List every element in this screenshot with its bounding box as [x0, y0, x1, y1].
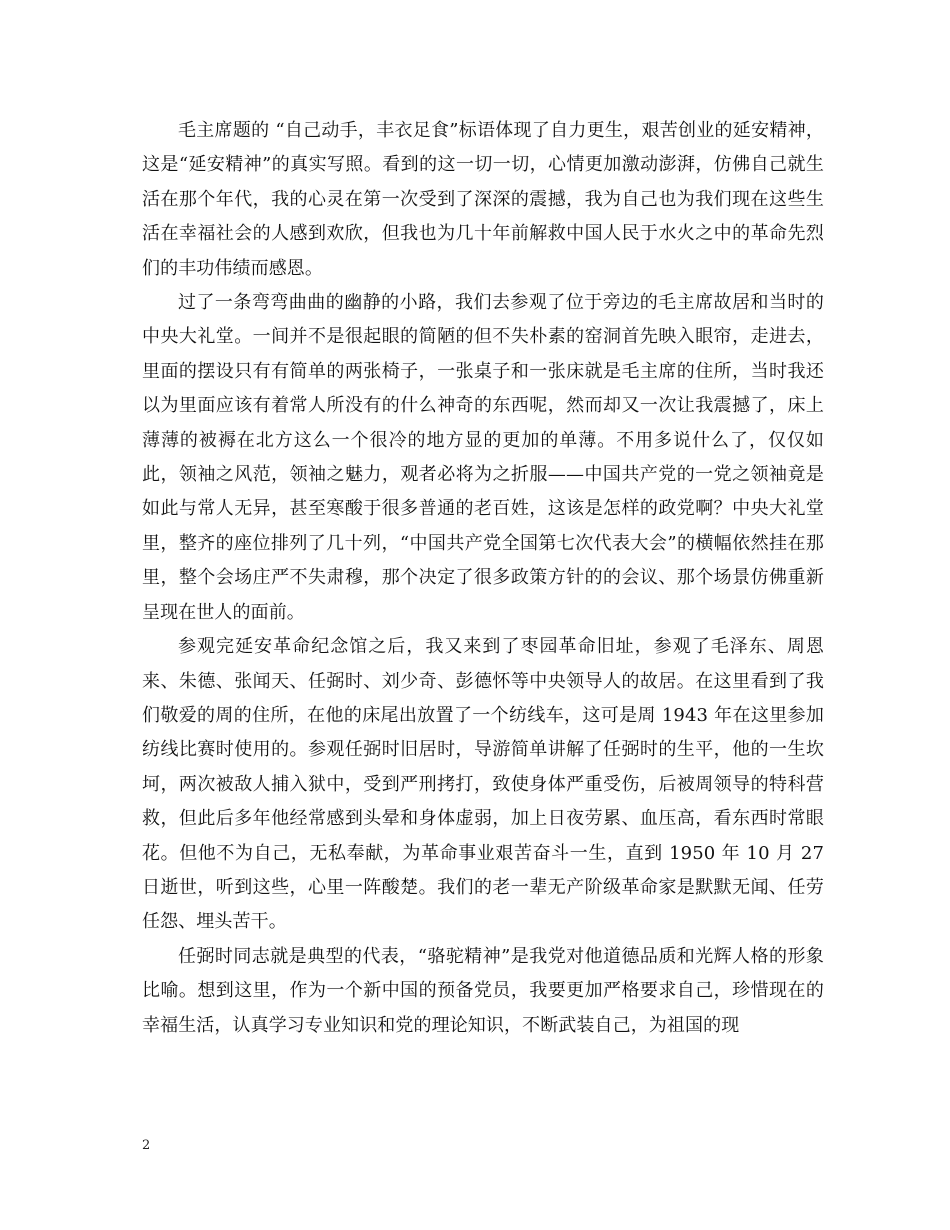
paragraph-2: 过了一条弯弯曲曲的幽静的小路，我们去参观了位于旁边的毛主席故居和当时的中央大礼堂。一间并不是很起眼的简陋的但不失朴素的窑洞首先映入眼帘，走进去，里面的摆设只有有简单的两张椅子，一张桌子和一张床就是毛主席的住所，当时我还以为里面应该有着常人所没有的什么神奇的东西呢，然而却又一次让我震撼了，床上薄薄的被褥在北方这么一个很冷的地方显的更加的单薄。不用多说什么了，仅仅如此，领袖之风范，领袖之魅力，观者必将为之折服——中国共产党的一党之领袖竟是如此与常人无异，甚至寒酸于很多普通的老百姓，这该是怎样的政党啊？中央大礼堂里，整齐的座位排列了几十列，“中国共产党全国第七次代表大会”的横幅依然挂在那里，整个会场庄严不失肃穆，那个决定了很多政策方针的的会议、那个场景仿佛重新呈现在世人的面前。 [142, 292, 824, 623]
paragraph-3: 参观完延安革命纪念馆之后，我又来到了枣园革命旧址，参观了毛泽东、周恩来、朱德、张闻天、任弼时、刘少奇、彭德怀等中央领导人的故居。在这里看到了我们敬爱的周的住所，在他的床尾出放置了一个纺线车，这可是周 1943 年在这里参加纺线比赛时使用的。参观任弼时旧居时，导游简单讲解了任弼时的生平，他的一生坎坷，两次被敌人捕入狱中，受到严刑拷打，致使身体严重受伤，后被周领导的特科营救，但此后多年他经常感到头晕和身体虚弱，加上日夜劳累、血压高，看东西时常眼花。但他不为自己，无私奉献，为革命事业艰苦奋斗一生，直到 1950 年 10 月 27 日逝世，听到这些，心里一阵酸楚。我们的老一辈无产阶级革命家是默默无闻、任劳任怨、埋头苦干。 [142, 636, 824, 933]
page-number: 2 [142, 1138, 151, 1153]
paragraph-4: 任弼时同志就是典型的代表，“骆驼精神”是我党对他道德品质和光辉人格的形象比喻。想到这里，作为一个新中国的预备党员，我要更加严格要求自己，珍惜现在的幸福生活，认真学习专业知识和党的理论知识，不断武装自己，为祖国的现 [142, 945, 824, 1036]
body-text [142, 114, 824, 1043]
paragraph-1: 毛主席题的 “自己动手，丰衣足食”标语体现了自力更生，艰苦创业的延安精神，这是“延安精神”的真实写照。看到的这一切一切，心情更加激动澎湃，仿佛自己就生活在那个年代，我的心灵在第一次受到了深深的震撼，我为自己也为我们现在这些生活在幸福社会的人感到欢欣，但我也为几十年前解救中国人民于水火之中的革命先烈们的丰功伟绩而感恩。 [142, 120, 824, 279]
